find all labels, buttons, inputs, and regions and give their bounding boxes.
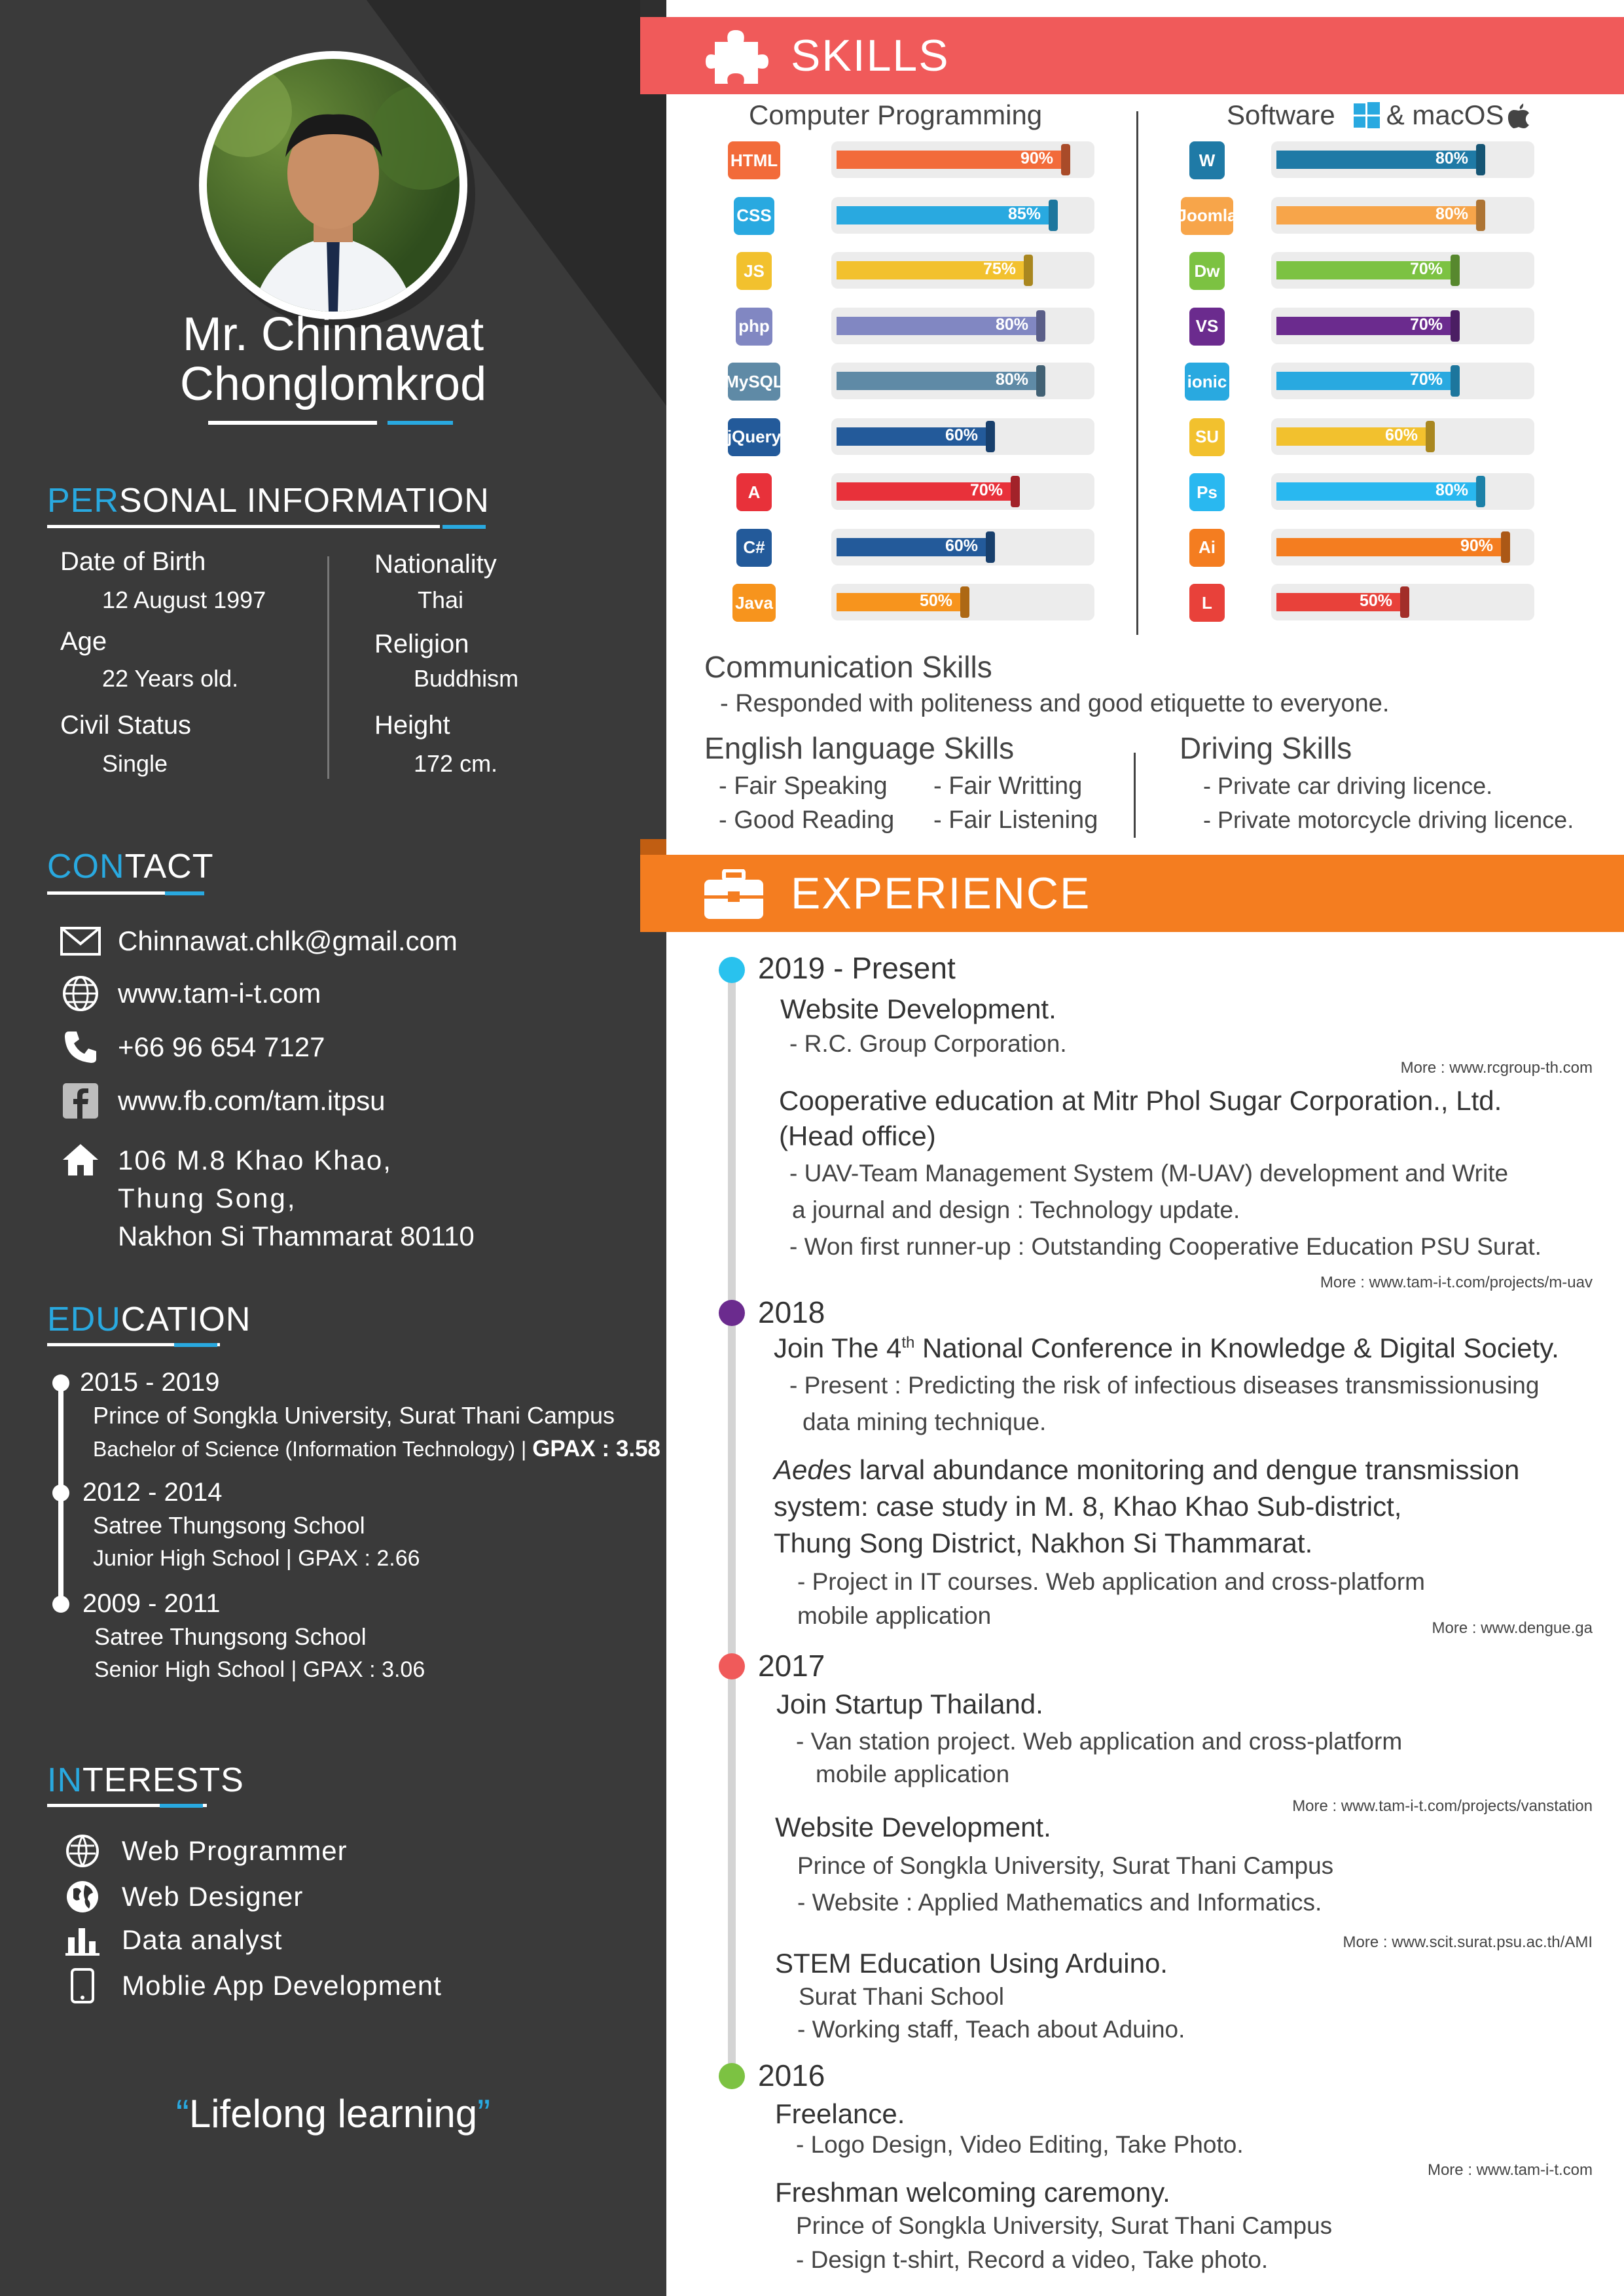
exp-more-link[interactable]: More : www.tam-i-t.com/projects/m-uav: [1320, 1274, 1593, 1291]
education-title: EDUCATION: [47, 1300, 251, 1338]
english-item: - Fair Speaking: [719, 772, 888, 800]
english-item: - Good Reading: [719, 806, 895, 834]
exp-detail: - R.C. Group Corporation.: [789, 1030, 1067, 1057]
interest-item: Web Designer: [63, 1878, 303, 1915]
software-bar-percent: 70%: [1409, 260, 1443, 278]
skills-title: SKILLS: [791, 31, 950, 81]
apple-icon: [1507, 102, 1530, 128]
interest-item: Data analyst: [63, 1922, 282, 1958]
web-globe-icon: [63, 1833, 102, 1869]
photoshop-icon: [1181, 469, 1233, 515]
exp-title: system: case study in M. 8, Khao Khao Sub-district,: [774, 1491, 1402, 1522]
english-item: - Fair Listening: [933, 806, 1098, 834]
timeline-dot-2017: [719, 1653, 745, 1679]
driving-item: - Private motorcycle driving licence.: [1203, 806, 1574, 833]
year-2017: 2017: [758, 1649, 825, 1683]
experience-title: EXPERIENCE: [791, 869, 1091, 918]
programming-bar-cap: [1036, 310, 1045, 342]
software-bar-percent: 90%: [1460, 536, 1493, 555]
exp-detail: - Logo Design, Video Editing, Take Photo.: [796, 2131, 1244, 2158]
programming-logo-label: Java: [732, 584, 776, 622]
csharp-icon: [728, 525, 780, 571]
programming-logo-label: CSS: [734, 197, 774, 235]
civil-value: Single: [102, 750, 168, 777]
software-logo-label: SU: [1189, 418, 1225, 456]
programming-bar-percent: 80%: [995, 315, 1028, 334]
programming-bar-cap: [960, 586, 969, 618]
software-bar-cap: [1476, 144, 1485, 175]
exp-detail: a journal and design : Technology update.: [792, 1196, 1240, 1223]
skills-column-divider: [1136, 111, 1138, 635]
facebook-icon: [60, 1083, 101, 1119]
exp-detail: mobile application: [816, 1761, 1010, 1787]
timeline-dot-2019: [719, 957, 745, 983]
software-bar-track: [1271, 197, 1534, 234]
programming-logo-label: php: [736, 308, 772, 346]
programming-bar-track: [831, 252, 1094, 289]
contact-title: CONTACT: [47, 848, 214, 886]
exp-detail: - Van station project. Web application and cross-platform: [796, 1728, 1403, 1755]
religion-value: Buddhism: [414, 665, 519, 692]
software-bar-percent: 70%: [1409, 315, 1443, 334]
software-bar-cap: [1501, 531, 1510, 563]
programming-bar-track: [831, 363, 1094, 399]
exp-title: Join The 4th National Conference in Knowledge & Digital Society.: [774, 1333, 1559, 1363]
education-school: Satree Thungsong School: [94, 1623, 367, 1650]
skills-banner: [640, 17, 1624, 94]
interests-title: INTERESTS: [47, 1761, 244, 1799]
exp-title: Website Development.: [775, 1812, 1051, 1842]
briefcase-icon: [703, 869, 765, 920]
software-bar-track: [1271, 252, 1534, 289]
driving-title: Driving Skills: [1180, 731, 1352, 765]
programming-bar-percent: 60%: [945, 425, 978, 444]
exp-more-link[interactable]: More : www.dengue.ga: [1432, 1619, 1593, 1637]
name-last: Chonglomkrod: [179, 358, 487, 410]
programming-bar-percent: 70%: [969, 481, 1003, 499]
software-bar-cap: [1451, 365, 1460, 397]
software-bar-cap: [1476, 476, 1485, 507]
programming-bar-percent: 50%: [919, 592, 952, 610]
exp-detail: mobile application: [797, 1602, 992, 1629]
globe-icon: [60, 975, 101, 1012]
education-years: 2015 - 2019: [80, 1368, 220, 1397]
programming-bar-track: [831, 197, 1094, 234]
education-degree: Senior High School | GPAX : 3.06: [94, 1657, 425, 1682]
exp-detail: data mining technique.: [803, 1408, 1047, 1435]
exp-detail: - Website : Applied Mathematics and Informatics.: [797, 1889, 1322, 1916]
programming-bar-cap: [1024, 255, 1033, 286]
programming-bar-percent: 90%: [1020, 149, 1053, 168]
phone-icon: [60, 1029, 101, 1066]
software-logo-label: ionic: [1185, 363, 1230, 401]
exp-detail: Surat Thani School: [799, 1983, 1005, 2010]
envelope-icon: [60, 923, 101, 960]
programming-bar-cap: [1036, 365, 1045, 397]
java-icon: [728, 580, 780, 626]
wordpress-icon: [1181, 137, 1233, 183]
exp-title: Thung Song District, Nakhon Si Thammarat.: [774, 1528, 1313, 1558]
timeline-dot-2018: [719, 1300, 745, 1326]
height-value: 172 cm.: [414, 750, 498, 777]
puzzle-icon: [706, 27, 768, 86]
contact-website[interactable]: www.tam-i-t.com: [60, 975, 321, 1012]
programming-bar-cap: [1061, 144, 1070, 175]
css3-icon: [728, 193, 780, 239]
programming-logo-label: MySQL: [728, 363, 780, 401]
interest-item: Web Programmer: [63, 1833, 348, 1869]
exp-detail: - Working staff, Teach about Aduino.: [797, 2016, 1185, 2043]
windows-icon: [1354, 102, 1380, 128]
banner-fold: [640, 839, 666, 855]
motto-quote: “Lifelong learning”: [175, 2092, 491, 2136]
section-underline-accent: [165, 891, 204, 895]
software-logo-label: VS: [1189, 308, 1225, 346]
programming-bar-percent: 75%: [983, 260, 1016, 278]
programming-bar-percent: 60%: [945, 536, 978, 555]
height-label: Height: [374, 711, 450, 740]
name-underline: [208, 421, 377, 425]
software-logo-label: W: [1189, 141, 1225, 179]
experience-banner: [640, 855, 1624, 932]
english-title: English language Skills: [704, 731, 1015, 765]
programming-subtitle: Computer Programming: [749, 99, 1043, 130]
driving-item: - Private car driving licence.: [1203, 772, 1493, 799]
dob-label: Date of Birth: [60, 547, 206, 576]
illustrator-icon: [1181, 525, 1233, 571]
education-degree: Junior High School | GPAX : 2.66: [93, 1546, 420, 1571]
religion-label: Religion: [374, 630, 469, 658]
ionic-icon: [1181, 359, 1233, 404]
exp-detail: - Project in IT courses. Web application and cross-platform: [797, 1568, 1425, 1595]
software-bar-percent: 70%: [1409, 370, 1443, 389]
pi-divider: [327, 556, 329, 779]
section-underline: [47, 525, 440, 528]
software-logo-label: Dw: [1189, 252, 1225, 290]
nationality-value: Thai: [418, 586, 464, 613]
dreamweaver-icon: [1181, 248, 1233, 294]
exp-more-link[interactable]: More : www.rcgroup-th.com: [1400, 1059, 1593, 1077]
programming-bar-cap: [986, 531, 995, 563]
year-2019: 2019 - Present: [758, 951, 956, 985]
address-line-2: Thung Song,: [118, 1183, 297, 1213]
smartphone-icon: [63, 1967, 102, 2004]
world-icon: [63, 1878, 102, 1915]
communication-text: - Responded with politeness and good etiquette to everyone.: [720, 690, 1390, 717]
php-icon: [728, 304, 780, 350]
programming-logo-label: C#: [736, 529, 772, 567]
software-bar-track: [1271, 584, 1534, 620]
address-line-1: 106 M.8 Khao Khao,: [118, 1145, 392, 1175]
person-portrait: [207, 59, 460, 312]
programming-bar-cap: [986, 421, 995, 452]
section-underline-accent: [174, 1343, 217, 1347]
age-value: 22 Years old.: [102, 665, 239, 692]
education-years: 2009 - 2011: [82, 1589, 221, 1618]
joomla-icon: [1177, 193, 1237, 239]
software-subtitle: Software & macOS: [1227, 99, 1530, 131]
exp-title: (Head office): [779, 1121, 936, 1151]
exp-more-link[interactable]: More : www.tam-i-t.com: [1427, 2161, 1593, 2179]
education-years: 2012 - 2014: [82, 1478, 223, 1507]
bar-chart-icon: [63, 1922, 102, 1958]
software-bar-cap: [1476, 200, 1485, 231]
software-bar-percent: 80%: [1435, 149, 1468, 168]
education-school: Satree Thungsong School: [93, 1512, 365, 1539]
programming-logo-label: jQuery: [728, 418, 780, 456]
angular-icon: [728, 469, 780, 515]
profile-photo: [199, 51, 467, 319]
timeline-dot: [52, 1484, 69, 1501]
programming-bar-percent: 80%: [995, 370, 1028, 389]
software-bar-track: [1271, 363, 1534, 399]
programming-bar-track: [831, 418, 1094, 455]
software-bar-track: [1271, 418, 1534, 455]
section-underline-accent: [160, 1804, 203, 1808]
timeline-dot-2016: [719, 2063, 745, 2089]
programming-bar-cap: [1049, 200, 1058, 231]
programming-bar-track: [831, 529, 1094, 565]
exp-title: Aedes larval abundance monitoring and dengue transmission: [774, 1454, 1520, 1485]
software-bar-track: [1271, 308, 1534, 344]
exp-more-link[interactable]: More : www.scit.surat.psu.ac.th/AMI: [1343, 1933, 1593, 1951]
software-logo-label: Joomla: [1181, 197, 1233, 235]
contact-facebook[interactable]: www.fb.com/tam.itpsu: [60, 1083, 385, 1119]
personal-info-title: PERSONAL INFORMATION: [47, 482, 490, 520]
visual-studio-icon: [1181, 304, 1233, 350]
programming-bar-track: [831, 141, 1094, 178]
software-bar-percent: 60%: [1384, 425, 1418, 444]
age-label: Age: [60, 627, 107, 656]
software-bar-track: [1271, 529, 1534, 565]
programming-bar-percent: 85%: [1007, 204, 1041, 223]
experience-timeline: [728, 969, 736, 2081]
software-logo-label: L: [1189, 584, 1225, 622]
exp-title: Freelance.: [775, 2098, 905, 2129]
exp-title: Freshman welcoming caremony.: [775, 2177, 1170, 2208]
software-bar-track: [1271, 473, 1534, 510]
software-bar-percent: 80%: [1435, 481, 1468, 499]
communication-title: Communication Skills: [704, 650, 992, 684]
dob-value: 12 August 1997: [102, 586, 266, 613]
software-bar-percent: 50%: [1359, 592, 1392, 610]
programming-bar-track: [831, 308, 1094, 344]
address-line-3: Nakhon Si Thammarat 80110: [118, 1221, 475, 1251]
home-icon: [60, 1141, 101, 1178]
education-degree: Bachelor of Science (Information Technology) | GPAX : 3.58: [93, 1436, 661, 1462]
year-2016: 2016: [758, 2058, 825, 2092]
timeline-dot: [52, 1374, 69, 1391]
programming-logo-label: JS: [736, 252, 772, 290]
english-item: - Fair Writting: [933, 772, 1083, 800]
exp-title: Join Startup Thailand.: [776, 1689, 1043, 1719]
exp-detail: - Present : Predicting the risk of infectious diseases transmissionusing: [789, 1372, 1540, 1399]
contact-phone[interactable]: +66 96 654 7127: [60, 1029, 325, 1066]
programming-bar-cap: [1011, 476, 1020, 507]
software-bar-cap: [1426, 421, 1435, 452]
exp-title: STEM Education Using Arduino.: [775, 1948, 1168, 1979]
education-school: Prince of Songkla University, Surat Thani Campus: [93, 1402, 615, 1429]
software-bar-percent: 80%: [1435, 204, 1468, 223]
software-bar-track: [1271, 141, 1534, 178]
skills-column-divider: [1134, 753, 1136, 838]
software-bar-cap: [1451, 255, 1460, 286]
software-logo-label: Ai: [1189, 529, 1225, 567]
year-2018: 2018: [758, 1295, 825, 1329]
exp-detail: Prince of Songkla University, Surat Thani Campus: [797, 1852, 1334, 1879]
nationality-label: Nationality: [374, 550, 497, 579]
exp-detail: Prince of Songkla University, Surat Thani Campus: [796, 2212, 1333, 2239]
exp-more-link[interactable]: More : www.tam-i-t.com/projects/vanstation: [1292, 1797, 1593, 1815]
programming-logo-label: A: [736, 473, 772, 511]
programming-bar-track: [831, 473, 1094, 510]
exp-title: Cooperative education at Mitr Phol Sugar Corporation., Ltd.: [779, 1085, 1502, 1116]
sketchup-icon: [1181, 414, 1233, 460]
js-icon: [728, 248, 780, 294]
section-underline-accent: [442, 525, 486, 529]
contact-email[interactable]: Chinnawat.chlk@gmail.com: [60, 923, 458, 960]
html5-icon: [728, 137, 780, 183]
civil-label: Civil Status: [60, 711, 192, 740]
exp-detail: - UAV-Team Management System (M-UAV) development and Write: [789, 1160, 1509, 1187]
interest-item: Moblie App Development: [63, 1967, 442, 2004]
exp-title: Website Development.: [780, 994, 1056, 1024]
timeline-dot: [52, 1596, 69, 1613]
exp-detail: - Won first runner-up : Outstanding Cooperative Education PSU Surat.: [789, 1233, 1542, 1260]
programming-logo-label: HTML: [728, 141, 780, 179]
laravel-icon: [1181, 580, 1233, 626]
programming-bar-track: [831, 584, 1094, 620]
software-logo-label: Ps: [1189, 473, 1225, 511]
jquery-icon: [728, 414, 780, 460]
sidebar: [0, 0, 666, 2296]
software-bar-cap: [1451, 310, 1460, 342]
name-underline-accent: [388, 421, 453, 425]
contact-address: [60, 1141, 475, 1255]
software-bar-cap: [1400, 586, 1409, 618]
mysql-icon: [725, 359, 784, 404]
exp-detail: - Design t-shirt, Record a video, Take photo.: [796, 2246, 1269, 2273]
name-first: Mr. Chinnawat: [182, 308, 484, 361]
